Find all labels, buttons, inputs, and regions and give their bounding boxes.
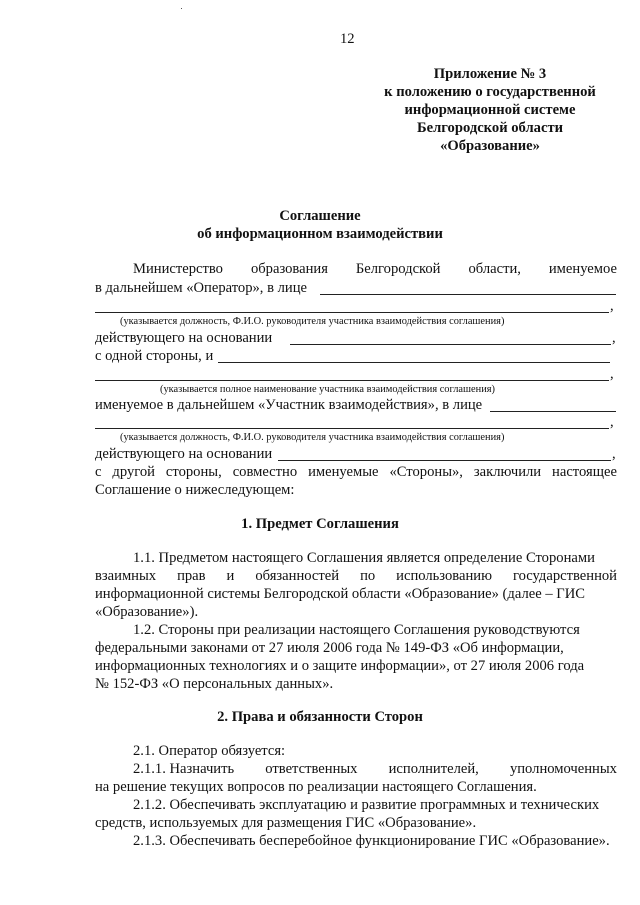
word: Министерство: [133, 261, 223, 277]
word: обязанностей: [255, 568, 340, 584]
intro-row: с одной стороны, и: [95, 348, 214, 364]
paragraph-line: информационных технологиях и о защите информации», от 27 июля 2006 года: [95, 658, 585, 674]
word: по: [360, 568, 376, 584]
word: взаимных: [95, 568, 157, 584]
appendix-line: информационной системе: [404, 102, 576, 118]
paragraph-line: [133, 761, 617, 778]
fill-line: [290, 344, 611, 345]
intro-row: действующего на основании: [95, 446, 273, 462]
paragraph-line: № 152-ФЗ «О персональных данных».: [95, 676, 334, 692]
paragraph-line: 1.2. Стороны при реализации настоящего Соглашения руководствуются: [133, 622, 580, 638]
punctuation: ,: [610, 414, 614, 430]
word: именуемое: [548, 261, 617, 277]
word: с: [95, 464, 102, 480]
word: совместно: [232, 464, 298, 480]
section-heading: 1. Предмет Соглашения: [241, 516, 399, 532]
intro-row: [133, 261, 617, 278]
word: Белгородской: [355, 261, 441, 277]
paragraph-line: средств, используемых для размещения ГИС «Образование».: [95, 815, 477, 831]
fill-line: [95, 380, 609, 381]
word: уполномоченных: [509, 761, 617, 777]
fill-line: [490, 411, 616, 412]
punctuation: ,: [612, 330, 616, 346]
word: стороны,: [165, 464, 222, 480]
page-number: 12: [340, 31, 355, 47]
paragraph-line: «Образование»).: [95, 604, 199, 620]
punctuation: ,: [610, 366, 614, 382]
paragraph-line: 1.1. Предметом настоящего Соглашения является определение Сторонами: [133, 550, 595, 566]
word: использованию: [396, 568, 492, 584]
word: заключили: [473, 464, 542, 480]
intro-row: Соглашение о нижеследующем:: [95, 482, 295, 498]
intro-row: действующего на основании: [95, 330, 273, 346]
agreement-subtitle: об информационном взаимодействии: [197, 226, 443, 242]
field-hint: (указывается полное наименование участника взаимодействия соглашения): [160, 384, 496, 395]
fill-line: [218, 362, 610, 363]
word: настоящее: [552, 464, 617, 480]
paragraph-line: 2.1.3. Обеспечивать бесперебойное функционирование ГИС «Образование».: [133, 833, 610, 849]
field-hint: (указывается должность, Ф.И.О. руководителя участника взаимодействия соглашения): [120, 432, 505, 443]
paragraph-line: [95, 568, 617, 585]
fill-line: [95, 312, 609, 313]
word: области,: [468, 261, 521, 277]
section-heading: 2. Права и обязанности Сторон: [217, 709, 423, 725]
intro-row: именуемое в дальнейшем «Участник взаимодействия», в лице: [95, 397, 483, 413]
agreement-title: Соглашение: [279, 208, 361, 224]
fill-line: [278, 460, 611, 461]
paragraph-line: на решение текущих вопросов по реализации настоящего Соглашения.: [95, 779, 537, 795]
scan-speck: [181, 8, 182, 9]
word: образования: [250, 261, 328, 277]
punctuation: ,: [610, 298, 614, 314]
word: исполнителей,: [388, 761, 479, 777]
intro-row: [95, 464, 617, 481]
word: и: [226, 568, 235, 584]
paragraph-line: 2.1. Оператор обязуется:: [133, 743, 286, 759]
appendix-title: Приложение № 3: [433, 66, 547, 82]
appendix-line: к положению о государственной: [384, 84, 596, 100]
punctuation: ,: [612, 446, 616, 462]
field-hint: (указывается должность, Ф.И.О. руководителя участника взаимодействия соглашения): [120, 316, 505, 327]
word: другой: [112, 464, 155, 480]
fill-line: [95, 428, 609, 429]
fill-line: [320, 294, 616, 295]
appendix-line: «Образование»: [440, 138, 540, 154]
paragraph-line: федеральными законами от 27 июля 2006 года № 149-ФЗ «Об информации,: [95, 640, 564, 656]
intro-row: в дальнейшем «Оператор», в лице: [95, 280, 308, 296]
paragraph-line: 2.1.2. Обеспечивать эксплуатацию и развитие программных и технических: [133, 797, 600, 813]
word: «Стороны»,: [389, 464, 463, 480]
paragraph-line: информационной системы Белгородской области «Образование» (далее – ГИС: [95, 586, 585, 602]
appendix-line: Белгородской области: [416, 120, 564, 136]
word: государственной: [512, 568, 617, 584]
word: именуемые: [308, 464, 379, 480]
word: прав: [177, 568, 206, 584]
word: ответственных: [265, 761, 358, 777]
word: 2.1.1. Назначить: [133, 761, 235, 777]
